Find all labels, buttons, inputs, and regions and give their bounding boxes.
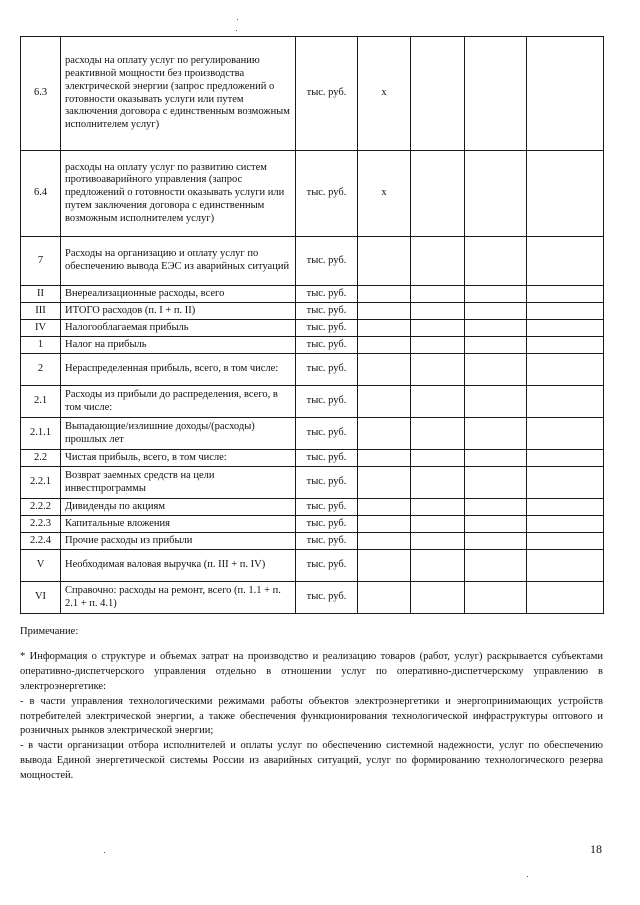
value-cell	[465, 418, 527, 450]
value-cell	[527, 533, 604, 550]
table-row	[21, 237, 604, 286]
value-cell	[465, 386, 527, 418]
unit-cell: тыс. руб.	[296, 37, 358, 151]
scan-speck	[237, 19, 238, 20]
footnote-heading: Примечание:	[20, 626, 79, 637]
value-cell	[358, 337, 411, 354]
row-number-cell: 7	[21, 237, 61, 286]
row-number-cell: 2.1.1	[21, 418, 61, 450]
unit-cell: тыс. руб.	[296, 337, 358, 354]
value-cell	[527, 418, 604, 450]
value-cell	[358, 467, 411, 499]
footnote-line: - в части управления технологическими режимами работы объектов электроэнергетики и энергопринимающих устройств потребителей электрической энергии, а также обеспечения функционирования технологической инфраструктуры оптового и розничных рынков электрической энергии;	[20, 695, 603, 737]
row-number-cell: 1	[21, 337, 61, 354]
row-name-cell: расходы на оплату услуг по развитию систем противоаварийного управления (запрос предложений о готовности оказывать услуги или путем заключения договора с единственным возможным исполнителем услуг)	[61, 151, 296, 237]
value-cell	[358, 450, 411, 467]
row-name-cell: Прочие расходы из прибыли	[61, 533, 296, 550]
unit-cell: тыс. руб.	[296, 582, 358, 614]
table-row	[21, 303, 604, 320]
value-cell	[358, 237, 411, 286]
unit-cell: тыс. руб.	[296, 418, 358, 450]
row-name-cell: Расходы из прибыли до распределения, всего, в том числе:	[61, 386, 296, 418]
row-number-cell: 2.2.4	[21, 533, 61, 550]
value-cell	[411, 337, 465, 354]
row-number-cell: V	[21, 550, 61, 582]
row-name-cell: ИТОГО расходов (п. I + п. II)	[61, 303, 296, 320]
value-cell	[527, 320, 604, 337]
cost-structure-table	[20, 36, 604, 614]
unit-cell: тыс. руб.	[296, 303, 358, 320]
value-cell	[465, 354, 527, 386]
value-cell	[358, 499, 411, 516]
value-cell	[465, 467, 527, 499]
row-name-cell: Расходы на организацию и оплату услуг по обеспечению вывода ЕЭС из аварийных ситуаций	[61, 237, 296, 286]
value-cell	[527, 337, 604, 354]
row-name-cell: Справочно: расходы на ремонт, всего (п. 1.1 + п. 2.1 + п. 4.1)	[61, 582, 296, 614]
value-cell	[411, 516, 465, 533]
value-cell	[527, 516, 604, 533]
value-cell	[358, 303, 411, 320]
value-cell	[527, 467, 604, 499]
row-name-cell: Внереализационные расходы, всего	[61, 286, 296, 303]
row-number-cell: 2.2.2	[21, 499, 61, 516]
value-cell	[465, 499, 527, 516]
unit-cell: тыс. руб.	[296, 354, 358, 386]
row-number-cell: II	[21, 286, 61, 303]
row-number-cell: 6.4	[21, 151, 61, 237]
value-cell	[527, 550, 604, 582]
table-row	[21, 354, 604, 386]
value-cell: х	[358, 151, 411, 237]
unit-cell: тыс. руб.	[296, 386, 358, 418]
scan-speck	[236, 30, 237, 31]
row-number-cell: IV	[21, 320, 61, 337]
table-row	[21, 499, 604, 516]
value-cell	[358, 386, 411, 418]
value-cell	[527, 286, 604, 303]
table-row	[21, 286, 604, 303]
value-cell	[358, 320, 411, 337]
row-number-cell: 2	[21, 354, 61, 386]
unit-cell: тыс. руб.	[296, 237, 358, 286]
table-row	[21, 467, 604, 499]
unit-cell: тыс. руб.	[296, 151, 358, 237]
table-row	[21, 418, 604, 450]
row-name-cell: Выпадающие/излишние доходы/(расходы) прошлых лет	[61, 418, 296, 450]
row-name-cell: Нераспределенная прибыль, всего, в том числе:	[61, 354, 296, 386]
value-cell	[411, 582, 465, 614]
unit-cell: тыс. руб.	[296, 467, 358, 499]
value-cell	[358, 516, 411, 533]
table-row	[21, 450, 604, 467]
table-row	[21, 550, 604, 582]
value-cell	[465, 516, 527, 533]
unit-cell: тыс. руб.	[296, 550, 358, 582]
value-cell	[527, 450, 604, 467]
value-cell	[465, 582, 527, 614]
value-cell: х	[358, 37, 411, 151]
value-cell	[465, 303, 527, 320]
value-cell	[411, 450, 465, 467]
row-name-cell: Капитальные вложения	[61, 516, 296, 533]
table-row	[21, 386, 604, 418]
value-cell	[527, 386, 604, 418]
value-cell	[527, 499, 604, 516]
footnote-line: * Информация о структуре и объемах затрат на производство и реализацию товаров (работ, услуг) раскрывается субъектами оперативно-диспетчерского управления отдельно в отношении услуг по оперативно-диспетчерскому управлению в электроэнергетике:	[20, 650, 603, 692]
row-name-cell: расходы на оплату услуг по регулированию реактивной мощности без производства электрической энергии (запрос предложений о готовности оказывать услуги или путем заключения договора с единственным возможным исполнителем услуг)	[61, 37, 296, 151]
value-cell	[358, 533, 411, 550]
scan-speck	[104, 852, 105, 853]
value-cell	[358, 354, 411, 386]
row-number-cell: VI	[21, 582, 61, 614]
table-row	[21, 320, 604, 337]
unit-cell: тыс. руб.	[296, 533, 358, 550]
value-cell	[358, 286, 411, 303]
row-number-cell: 2.2.3	[21, 516, 61, 533]
value-cell	[527, 237, 604, 286]
value-cell	[465, 550, 527, 582]
value-cell	[358, 418, 411, 450]
value-cell	[465, 237, 527, 286]
footnote	[20, 625, 603, 784]
value-cell	[465, 37, 527, 151]
value-cell	[411, 386, 465, 418]
value-cell	[527, 582, 604, 614]
value-cell	[465, 450, 527, 467]
value-cell	[527, 37, 604, 151]
value-cell	[465, 320, 527, 337]
value-cell	[411, 37, 465, 151]
row-name-cell: Возврат заемных средств на цели инвестпрограммы	[61, 467, 296, 499]
row-number-cell: 2.2	[21, 450, 61, 467]
row-name-cell: Чистая прибыль, всего, в том числе:	[61, 450, 296, 467]
value-cell	[411, 533, 465, 550]
row-number-cell: III	[21, 303, 61, 320]
row-number-cell: 6.3	[21, 37, 61, 151]
table-row	[21, 582, 604, 614]
value-cell	[411, 499, 465, 516]
value-cell	[411, 467, 465, 499]
table-row	[21, 151, 604, 237]
unit-cell: тыс. руб.	[296, 320, 358, 337]
row-name-cell: Налогооблагаемая прибыль	[61, 320, 296, 337]
unit-cell: тыс. руб.	[296, 516, 358, 533]
value-cell	[411, 320, 465, 337]
unit-cell: тыс. руб.	[296, 450, 358, 467]
value-cell	[465, 533, 527, 550]
value-cell	[358, 582, 411, 614]
unit-cell: тыс. руб.	[296, 499, 358, 516]
table-row	[21, 37, 604, 151]
table-row	[21, 533, 604, 550]
table-row	[21, 516, 604, 533]
row-name-cell: Дивиденды по акциям	[61, 499, 296, 516]
row-number-cell: 2.1	[21, 386, 61, 418]
value-cell	[527, 354, 604, 386]
value-cell	[411, 418, 465, 450]
value-cell	[527, 151, 604, 237]
footnote-line: - в части организации отбора исполнителей и оплаты услуг по обеспечению системной надежности, услуг по обеспечению вывода Единой энергетической системы России из аварийных ситуаций, услуг по формированию технологического резерва мощностей.	[20, 740, 603, 782]
scan-speck	[527, 876, 528, 877]
value-cell	[358, 550, 411, 582]
value-cell	[527, 303, 604, 320]
table-row	[21, 337, 604, 354]
value-cell	[411, 151, 465, 237]
value-cell	[465, 151, 527, 237]
page-number: 18	[590, 842, 602, 856]
value-cell	[465, 337, 527, 354]
value-cell	[411, 550, 465, 582]
unit-cell: тыс. руб.	[296, 286, 358, 303]
row-number-cell: 2.2.1	[21, 467, 61, 499]
value-cell	[465, 286, 527, 303]
row-name-cell: Налог на прибыль	[61, 337, 296, 354]
value-cell	[411, 354, 465, 386]
value-cell	[411, 303, 465, 320]
row-name-cell: Необходимая валовая выручка (п. III + п. IV)	[61, 550, 296, 582]
value-cell	[411, 286, 465, 303]
value-cell	[411, 237, 465, 286]
